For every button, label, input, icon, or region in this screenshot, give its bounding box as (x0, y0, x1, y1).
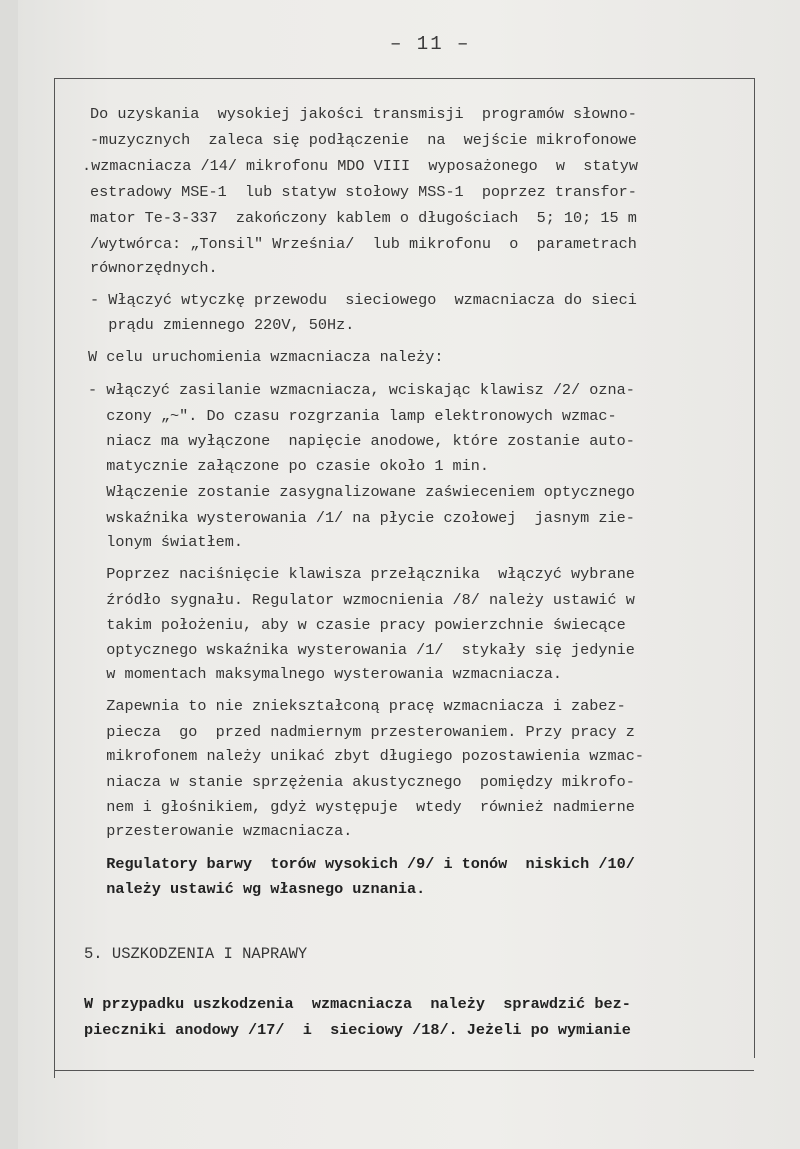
text-line: czony „~". Do czasu rozgrzania lamp elektronowych wzmac- (88, 407, 617, 425)
text-line: pieczniki anodowy /17/ i sieciowy /18/. Jeżeli po wymianie (84, 1021, 631, 1039)
text-line: matycznie załączone po czasie około 1 min. (88, 457, 490, 475)
text-line: optycznego wskaźnika wysterowania /1/ stykały się jedynie (88, 641, 635, 659)
frame-border-right (754, 78, 755, 1058)
text-line: mator Te-3-337 zakończony kablem o długościach 5; 10; 15 m (90, 209, 637, 227)
text-line: Zapewnia to nie zniekształconą pracę wzmacniacza i zabez- (88, 697, 626, 715)
text-line: prądu zmiennego 220V, 50Hz. (90, 316, 355, 334)
text-line: -muzycznych zaleca się podłączenie na wejście mikrofonowe (90, 131, 637, 149)
text-line: .wzmacniacza /14/ mikrofonu MDO VIII wyposażonego w statyw (82, 157, 638, 175)
text-line: Poprzez naciśnięcie klawisza przełącznika włączyć wybrane (88, 565, 635, 583)
text-line: należy ustawić wg własnego uznania. (88, 880, 426, 898)
frame-border-top (54, 78, 754, 79)
text-line: /wytwórca: „Tonsil" Września/ lub mikrofonu o parametrach (90, 235, 637, 253)
text-line: Włączenie zostanie zasygnalizowane zaświeceniem optycznego (88, 483, 635, 501)
frame-border-bottom (54, 1070, 754, 1071)
text-line: Regulatory barwy torów wysokich /9/ i tonów niskich /10/ (88, 855, 635, 873)
page-number: – 11 – (390, 33, 471, 55)
text-line: nem i głośnikiem, gdyż występuje wtedy również nadmierne (88, 798, 635, 816)
text-line: lonym światłem. (88, 533, 243, 551)
text-line: W celu uruchomienia wzmacniacza należy: (88, 348, 444, 366)
text-line: wskaźnika wysterowania /1/ na płycie czołowej jasnym zie- (88, 509, 635, 527)
text-line: równorzędnych. (90, 259, 218, 277)
text-line: niacz ma wyłączone napięcie anodowe, które zostanie auto- (88, 432, 635, 450)
section-heading: 5. USZKODZENIA I NAPRAWY (84, 945, 308, 963)
text-line: W przypadku uszkodzenia wzmacniacza należy sprawdzić bez- (84, 995, 631, 1013)
text-line: estradowy MSE-1 lub statyw stołowy MSS-1 poprzez transfor- (90, 183, 637, 201)
text-line: Do uzyskania wysokiej jakości transmisji programów słowno- (90, 105, 637, 123)
text-line: źródło sygnału. Regulator wzmocnienia /8/ należy ustawić w (88, 591, 635, 609)
text-line: przesterowanie wzmacniacza. (88, 822, 353, 840)
frame-border-left (54, 78, 55, 1078)
text-line: niacza w stanie sprzężenia akustycznego pomiędzy mikrofo- (88, 773, 635, 791)
text-line: w momentach maksymalnego wysterowania wzmacniacza. (88, 665, 562, 683)
text-line: - włączyć zasilanie wzmacniacza, wciskając klawisz /2/ ozna- (88, 381, 635, 399)
text-line: mikrofonem należy unikać zbyt długiego pozostawienia wzmac- (88, 747, 644, 765)
text-line: takim położeniu, aby w czasie pracy powierzchnie świecące (88, 616, 626, 634)
text-line: - Włączyć wtyczkę przewodu sieciowego wzmacniacza do sieci (90, 291, 637, 309)
text-line: piecza go przed nadmiernym przesterowaniem. Przy pracy z (88, 723, 635, 741)
